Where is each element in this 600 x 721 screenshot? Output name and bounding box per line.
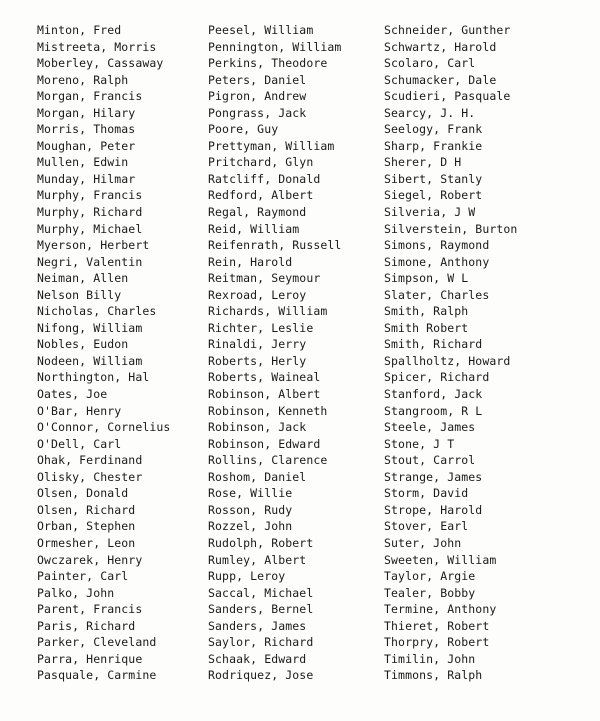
name-entry: Moughan, Peter: [37, 138, 136, 153]
name-entry: Palko, John: [37, 585, 115, 600]
name-entry: Rollins, Clarence: [208, 453, 328, 468]
name-entry: Peters, Daniel: [208, 72, 307, 87]
name-entry: Reid, William: [208, 221, 300, 236]
name-entry: Parker, Cleveland: [37, 635, 157, 650]
name-entry: Orban, Stephen: [37, 519, 136, 534]
name-entry: Suter, John: [384, 535, 462, 550]
name-entry: Parent, Francis: [37, 602, 143, 617]
name-entry: Searcy, J. H.: [384, 105, 476, 120]
name-entry: Stover, Earl: [384, 519, 469, 534]
name-entry: Saccal, Michael: [208, 585, 314, 600]
name-entry: Murphy, Richard: [37, 205, 143, 220]
name-entry: Pasquale, Carmine: [37, 668, 157, 683]
name-entry: O'Connor, Cornelius: [37, 420, 171, 435]
name-entry: Moberley, Cassaway: [37, 56, 164, 71]
name-entry: Munday, Hilmar: [37, 171, 136, 186]
name-entry: Olisky, Chester: [37, 469, 143, 484]
name-entry: Parra, Henrique: [37, 651, 143, 666]
name-entry: Ratcliff, Donald: [208, 171, 321, 186]
name-entry: Murphy, Michael: [37, 221, 143, 236]
name-entry: Pritchard, Glyn: [208, 155, 314, 170]
name-entry: Schneider, Gunther: [384, 23, 511, 37]
name-entry: Nifong, William: [37, 320, 143, 335]
name-entry: Pigron, Andrew: [208, 89, 307, 104]
name-entry: Simpson, W L: [384, 271, 469, 286]
name-entry: Rumley, Albert: [208, 552, 307, 567]
name-entry: Oates, Joe: [37, 387, 108, 402]
name-entry: Termine, Anthony: [384, 602, 497, 617]
name-entry: Rudolph, Robert: [208, 535, 314, 550]
name-entry: Thieret, Robert: [384, 618, 490, 633]
name-entry: Rodriquez, Jose: [208, 668, 314, 683]
name-entry: Perkins, Theodore: [208, 56, 328, 71]
name-entry: Nicholas, Charles: [37, 304, 157, 319]
name-entry: Smith, Ralph: [384, 304, 469, 319]
name-column-3: [384, 22, 517, 684]
name-entry: Minton, Fred: [37, 23, 122, 37]
name-entry: Rexroad, Leroy: [208, 287, 307, 302]
name-entry: Sweeten, William: [384, 552, 497, 567]
name-entry: Simons, Raymond: [384, 238, 490, 253]
name-entry: Moreno, Ralph: [37, 72, 129, 87]
name-entry: Nodeen, William: [37, 353, 143, 368]
name-entry: Thorpry, Robert: [384, 635, 490, 650]
name-entry: Owczarek, Henry: [37, 552, 143, 567]
name-entry: Robinson, Edward: [208, 436, 321, 451]
name-entry: Nobles, Eudon: [37, 337, 129, 352]
name-entry: Northington, Hal: [37, 370, 150, 385]
name-entry: Taylor, Argie: [384, 569, 476, 584]
name-entry: Ormesher, Leon: [37, 535, 136, 550]
name-entry: Redford, Albert: [208, 188, 314, 203]
name-entry: Robinson, Jack: [208, 420, 307, 435]
name-entry: Morris, Thomas: [37, 122, 136, 137]
name-entry: Nelson Billy: [37, 287, 122, 302]
name-entry: Sharp, Frankie: [384, 138, 483, 153]
name-entry: Sanders, James: [208, 618, 307, 633]
name-entry: Sibert, Stanly: [384, 171, 483, 186]
name-entry: Roshom, Daniel: [208, 469, 307, 484]
name-entry: Olsen, Donald: [37, 486, 129, 501]
name-entry: Storm, David: [384, 486, 469, 501]
name-entry: Tealer, Bobby: [384, 585, 476, 600]
name-entry: Rein, Harold: [208, 254, 293, 269]
name-entry: Morgan, Hilary: [37, 105, 136, 120]
name-entry: Mullen, Edwin: [37, 155, 129, 170]
name-entry: Stout, Carrol: [384, 453, 476, 468]
name-entry: Schumacker, Dale: [384, 72, 497, 87]
name-entry: Schaak, Edward: [208, 651, 307, 666]
name-entry: Myerson, Herbert: [37, 238, 150, 253]
name-entry: Scolaro, Carl: [384, 56, 476, 71]
name-entry: Paris, Richard: [37, 618, 136, 633]
name-entry: Saylor, Richard: [208, 635, 314, 650]
name-entry: Ohak, Ferdinand: [37, 453, 143, 468]
name-entry: Strange, James: [384, 469, 483, 484]
name-entry: Robinson, Albert: [208, 387, 321, 402]
name-entry: Reifenrath, Russell: [208, 238, 342, 253]
name-entry: O'Dell, Carl: [37, 436, 122, 451]
name-entry: Silveria, J W: [384, 205, 476, 220]
name-entry: Prettyman, William: [208, 138, 335, 153]
name-entry: Smith, Richard: [384, 337, 483, 352]
name-entry: Negri, Valentin: [37, 254, 143, 269]
name-entry: Seelogy, Frank: [384, 122, 483, 137]
name-entry: Rozzel, John: [208, 519, 293, 534]
name-entry: Stone, J T: [384, 436, 455, 451]
name-entry: Rosson, Rudy: [208, 502, 293, 517]
name-entry: Smith Robert: [384, 320, 469, 335]
name-entry: Regal, Raymond: [208, 205, 307, 220]
name-entry: Spallholtz, Howard: [384, 353, 511, 368]
name-entry: Murphy, Francis: [37, 188, 143, 203]
name-entry: Morgan, Francis: [37, 89, 143, 104]
name-entry: Timilin, John: [384, 651, 476, 666]
name-entry: Stangroom, R L: [384, 403, 483, 418]
name-entry: Slater, Charles: [384, 287, 490, 302]
name-entry: Stanford, Jack: [384, 387, 483, 402]
name-entry: Roberts, Waineal: [208, 370, 321, 385]
name-entry: Pongrass, Jack: [208, 105, 307, 120]
name-entry: Simone, Anthony: [384, 254, 490, 269]
name-entry: Strope, Harold: [384, 502, 483, 517]
name-entry: Painter, Carl: [37, 569, 129, 584]
name-entry: Olsen, Richard: [37, 502, 136, 517]
name-entry: Richards, William: [208, 304, 328, 319]
name-entry: Pennington, William: [208, 39, 342, 54]
name-entry: Rose, Willie: [208, 486, 293, 501]
name-entry: Sanders, Bernel: [208, 602, 314, 617]
name-entry: Scudieri, Pasquale: [384, 89, 511, 104]
name-entry: Siegel, Robert: [384, 188, 483, 203]
name-entry: Neiman, Allen: [37, 271, 129, 286]
name-entry: Roberts, Herly: [208, 353, 307, 368]
name-entry: Spicer, Richard: [384, 370, 490, 385]
name-entry: Richter, Leslie: [208, 320, 314, 335]
name-entry: Robinson, Kenneth: [208, 403, 328, 418]
name-entry: Peesel, William: [208, 23, 314, 37]
name-entry: Rinaldi, Jerry: [208, 337, 307, 352]
name-entry: Sherer, D H: [384, 155, 462, 170]
name-entry: Schwartz, Harold: [384, 39, 497, 54]
name-entry: Mistreeta, Morris: [37, 39, 157, 54]
name-entry: Timmons, Ralph: [384, 668, 483, 683]
name-entry: Reitman, Seymour: [208, 271, 321, 286]
name-entry: O'Bar, Henry: [37, 403, 122, 418]
name-entry: Steele, James: [384, 420, 476, 435]
name-column-1: [37, 22, 170, 684]
name-entry: Rupp, Leroy: [208, 569, 286, 584]
name-entry: Poore, Guy: [208, 122, 279, 137]
name-column-2: [208, 22, 341, 684]
name-entry: Silverstein, Burton: [384, 221, 518, 236]
